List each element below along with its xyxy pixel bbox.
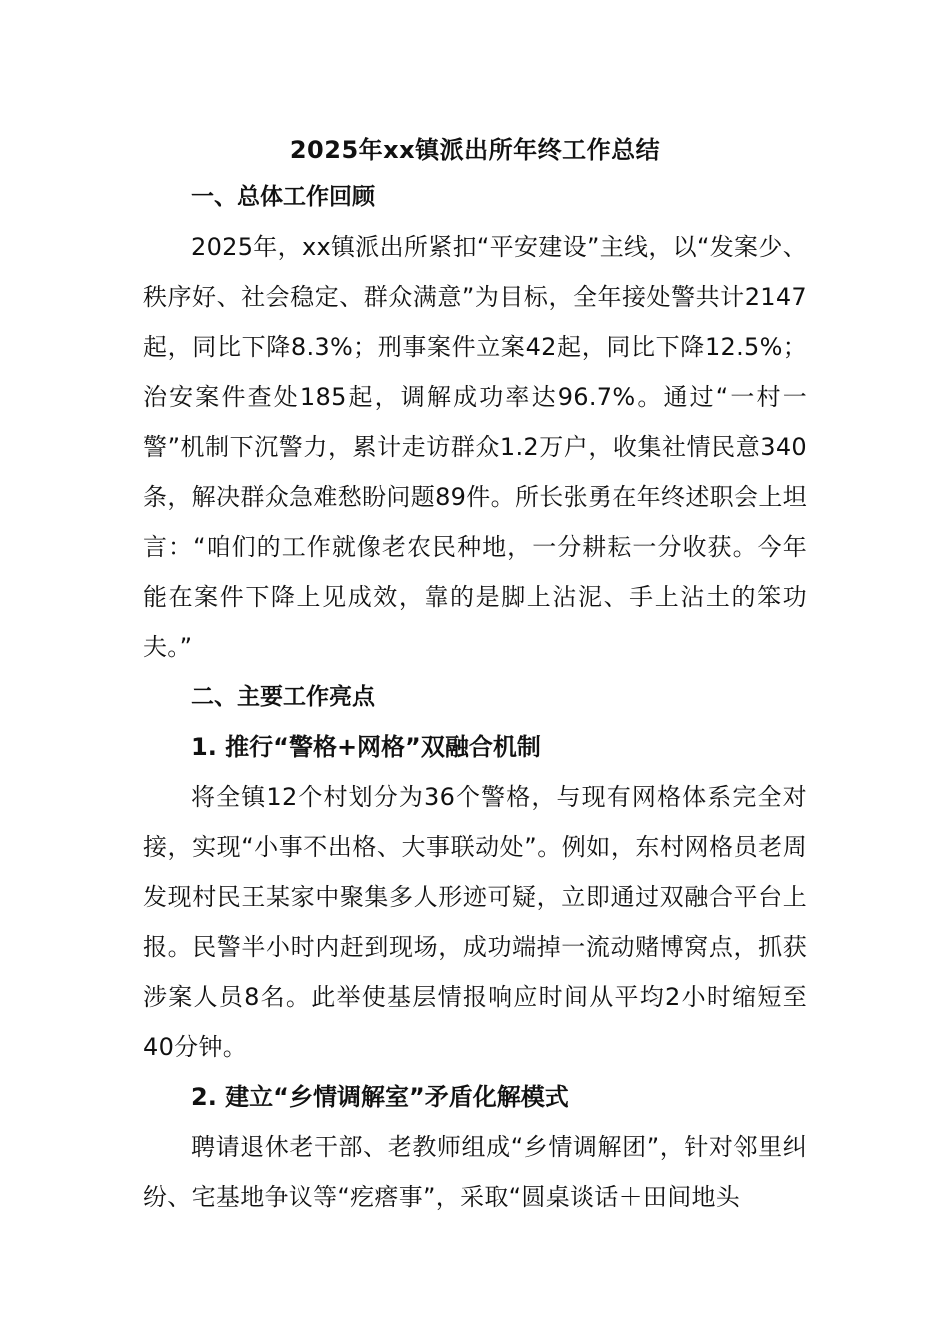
document-title: 2025年xx镇派出所年终工作总结 (289, 136, 661, 164)
overview-paragraph: 2025年，xx镇派出所紧扣“平安建设”主线，以“发案少、秩序好、社会稳定、群众满意”为目标，全年接处警共计2147起，同比下降8.3%；刑事案件立案42起，同比下降12.5%；治安案件查处185起，调解成功率达96.7%。通过“一村一警”机制下沉警力，累计走访群众1.2万户，收集社情民意340条，解决群众急难愁盼问题89件。所长张勇在年终述职会上坦言：“咱们的工作就像老农民种地，一分耕耘一分收获。今年能在案件下降上见成效，靠的是脚上沾泥、手上沾土的笨功夫。” (143, 233, 808, 661)
section-heading-overview: 一、总体工作回顾 (191, 184, 375, 210)
highlight-2-subheading: 2. 建立“乡情调解室”矛盾化解模式 (191, 1083, 569, 1111)
highlight-2-paragraph: 聘请退休老干部、老教师组成“乡情调解团”，针对邻里纠纷、宅基地争议等“疙瘩事”，采取“圆桌谈话＋田间地头 (143, 1133, 807, 1211)
section-heading-highlights: 二、主要工作亮点 (191, 684, 375, 710)
highlight-1-subheading: 1. 推行“警格+网格”双融合机制 (191, 733, 541, 761)
document-body (143, 128, 807, 1222)
highlight-1-paragraph: 将全镇12个村划分为36个警格，与现有网格体系完全对接，实现“小事不出格、大事联动处”。例如，东村网格员老周发现村民王某家中聚集多人形迹可疑，立即通过双融合平台上报。民警半小时内赶到现场，成功端掉一流动赌博窝点，抓获涉案人员8名。此举使基层情报响应时间从平均2小时缩短至40分钟。 (143, 783, 807, 1061)
